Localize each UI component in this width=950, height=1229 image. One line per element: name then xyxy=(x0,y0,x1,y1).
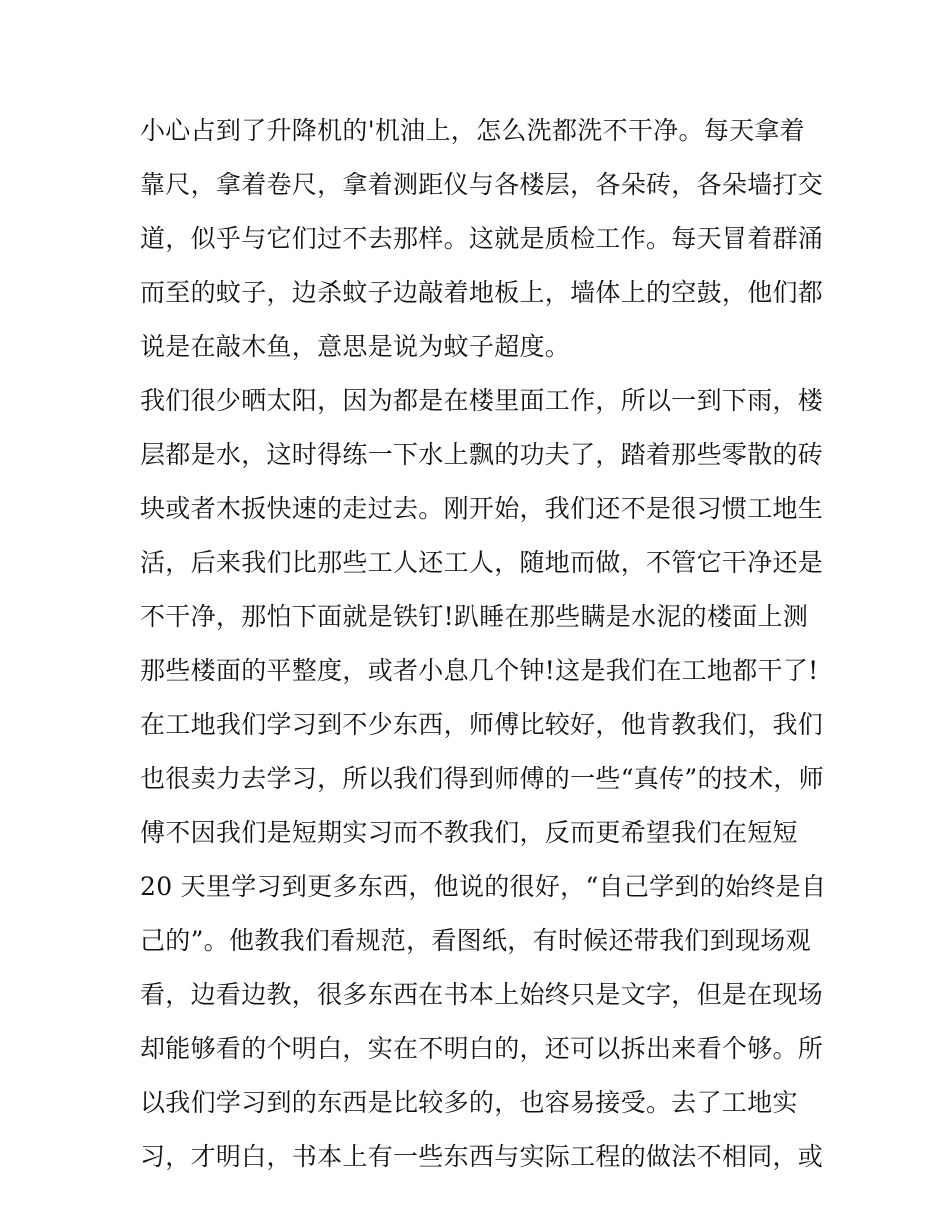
text-line: 在工地我们学习到不少东西，师傅比较好，他肯教我们，我们 xyxy=(140,710,824,739)
text-line: 那些楼面的平整度，或者小息几个钟!这是我们在工地都干了! xyxy=(140,656,819,685)
document-body xyxy=(140,104,827,1184)
text-line: 活，后来我们比那些工人还工人，随地而做，不管它干净还是 xyxy=(140,548,824,577)
text-line: 习，才明白，书本上有一些东西与实际工程的做法不相同，或 xyxy=(140,1142,824,1171)
text-line: 而至的蚊子，边杀蚊子边敲着地板上，墙体上的空鼓，他们都 xyxy=(140,278,824,307)
text-line: 20 天里学习到更多东西，他说的很好，“自己学到的始终是自 xyxy=(140,872,827,901)
text-line: 小心占到了升降机的'机油上，怎么洗都洗不干净。每天拿着 xyxy=(140,116,805,145)
text-line: 傅不因我们是短期实习而不教我们，反而更希望我们在短短 xyxy=(140,818,798,847)
text-line: 却能够看的个明白，实在不明白的，还可以拆出来看个够。所 xyxy=(140,1034,824,1063)
text-line: 也很卖力去学习，所以我们得到师傅的一些“真传”的技术，师 xyxy=(140,764,824,793)
text-line: 己的”。他教我们看规范，看图纸，有时候还带我们到现场观 xyxy=(140,926,811,955)
text-line: 不干净，那怕下面就是铁钉!趴睡在那些瞒是水泥的楼面上测 xyxy=(140,602,809,631)
text-line: 说是在敲木鱼，意思是说为蚊子超度。 xyxy=(140,332,571,361)
text-line: 块或者木扳快速的走过去。刚开始，我们还不是很习惯工地生 xyxy=(140,494,824,523)
text-line: 以我们学习到的东西是比较多的，也容易接受。去了工地实 xyxy=(140,1088,798,1117)
text-line: 道，似乎与它们过不去那样。这就是质检工作。每天冒着群涌 xyxy=(140,224,824,253)
text-line: 靠尺，拿着卷尺，拿着测距仪与各楼层，各朵砖，各朵墙打交 xyxy=(140,170,824,199)
text-line: 我们很少晒太阳，因为都是在楼里面工作，所以一到下雨，楼 xyxy=(140,386,824,415)
text-line: 看，边看边教，很多东西在书本上始终只是文字，但是在现场 xyxy=(140,980,824,1009)
text-line: 层都是水，这时得练一下水上飘的功夫了，踏着那些零散的砖 xyxy=(140,440,824,469)
